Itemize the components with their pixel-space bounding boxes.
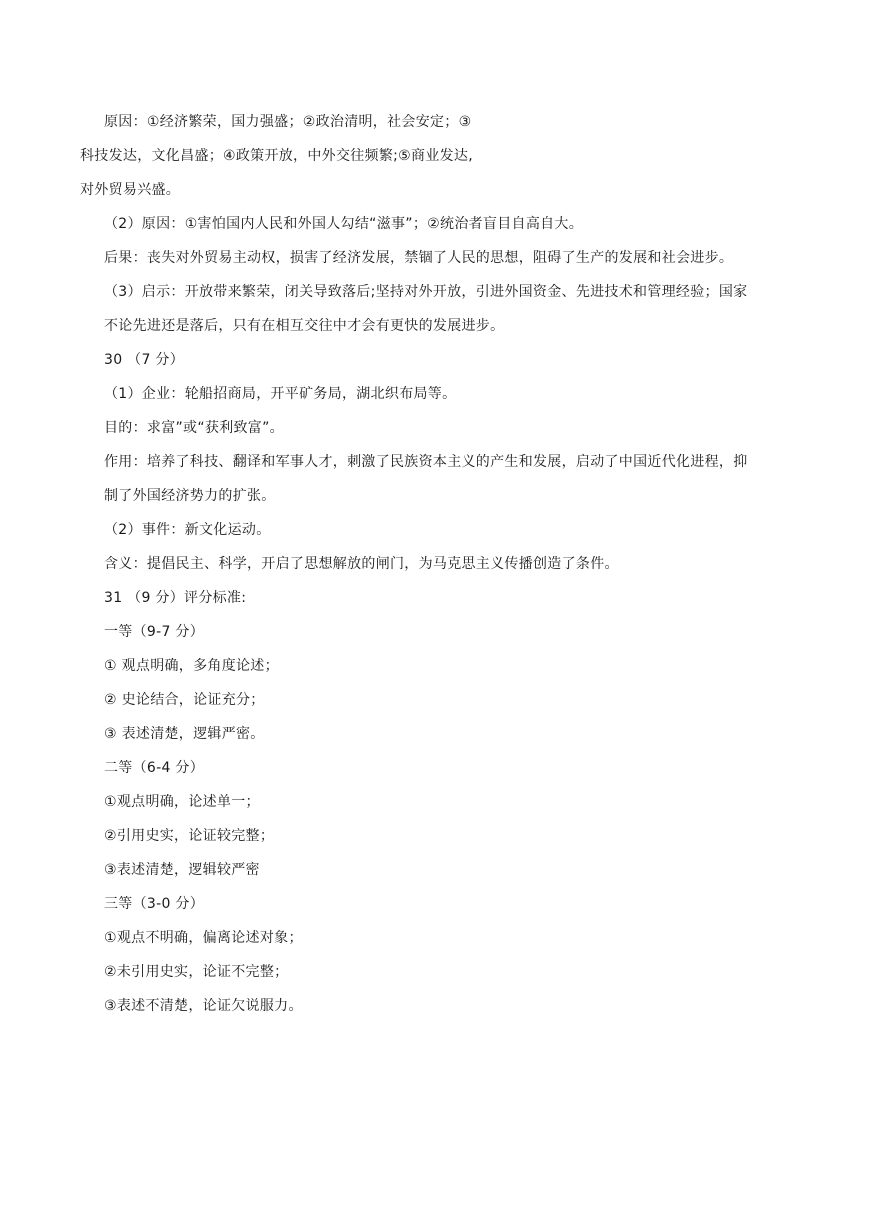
text-line: （1）企业：轮船招商局，开平矿务局，湖北织布局等。 <box>104 386 457 402</box>
text-line: 不论先进还是落后，只有在相互交往中才会有更快的发展进步。 <box>104 318 505 334</box>
criteria-item: ③表述不清楚，论证欠说服力。 <box>104 998 303 1014</box>
text-line: （2）原因：①害怕国内人民和外国人勾结“滋事”；②统治者盲目自高自大。 <box>104 216 584 232</box>
text-line: 后果：丧失对外贸易主动权，损害了经济发展，禁锢了人民的思想，阻碍了生产的发展和社会进步。 <box>104 250 734 266</box>
text-line: （2）事件：新文化运动。 <box>104 522 271 538</box>
grade-heading: 二等（6-4 分） <box>104 760 205 776</box>
text-line: 含义：提倡民主、科学，开启了思想解放的闸门，为马克思主义传播创造了条件。 <box>104 556 619 572</box>
text-line: （3）启示：开放带来繁荣，闭关导致落后;坚持对外开放，引进外国资金、先进技术和管理经验；国家 <box>104 284 748 300</box>
criteria-item: ①观点明确，论述单一； <box>104 794 260 810</box>
question-heading: 30 （7 分） <box>104 352 185 368</box>
criteria-item: ③表述清楚，逻辑较严密 <box>104 862 260 878</box>
text-line: 目的：求富”或“获利致富”。 <box>104 420 284 436</box>
text-line: 对外贸易兴盛。 <box>80 182 181 198</box>
text-line: 作用：培养了科技、翻译和军事人才，刺激了民族资本主义的产生和发展，启动了中国近代化进程，抑 <box>104 454 748 470</box>
criteria-item: ①观点不明确，偏离论述对象； <box>104 930 303 946</box>
grade-heading: 一等（9-7 分） <box>104 624 205 640</box>
text-line: 制了外国经济势力的扩张。 <box>104 488 276 504</box>
text-line: 科技发达，文化昌盛；④政策开放，中外交往频繁;⑤商业发达, <box>80 148 473 164</box>
text-line: 原因：①经济繁荣，国力强盛；②政治清明，社会安定；③ <box>104 114 472 130</box>
question-heading: 31 （9 分）评分标准: <box>104 590 247 606</box>
grade-heading: 三等（3-0 分） <box>104 896 205 912</box>
criteria-item: ② 史论结合，论证充分； <box>104 692 265 708</box>
criteria-item: ③ 表述清楚，逻辑严密。 <box>104 726 265 742</box>
criteria-item: ②未引用史实，论证不完整； <box>104 964 289 980</box>
criteria-item: ②引用史实，论证较完整； <box>104 828 275 844</box>
criteria-item: ① 观点明确，多角度论述； <box>104 658 279 674</box>
